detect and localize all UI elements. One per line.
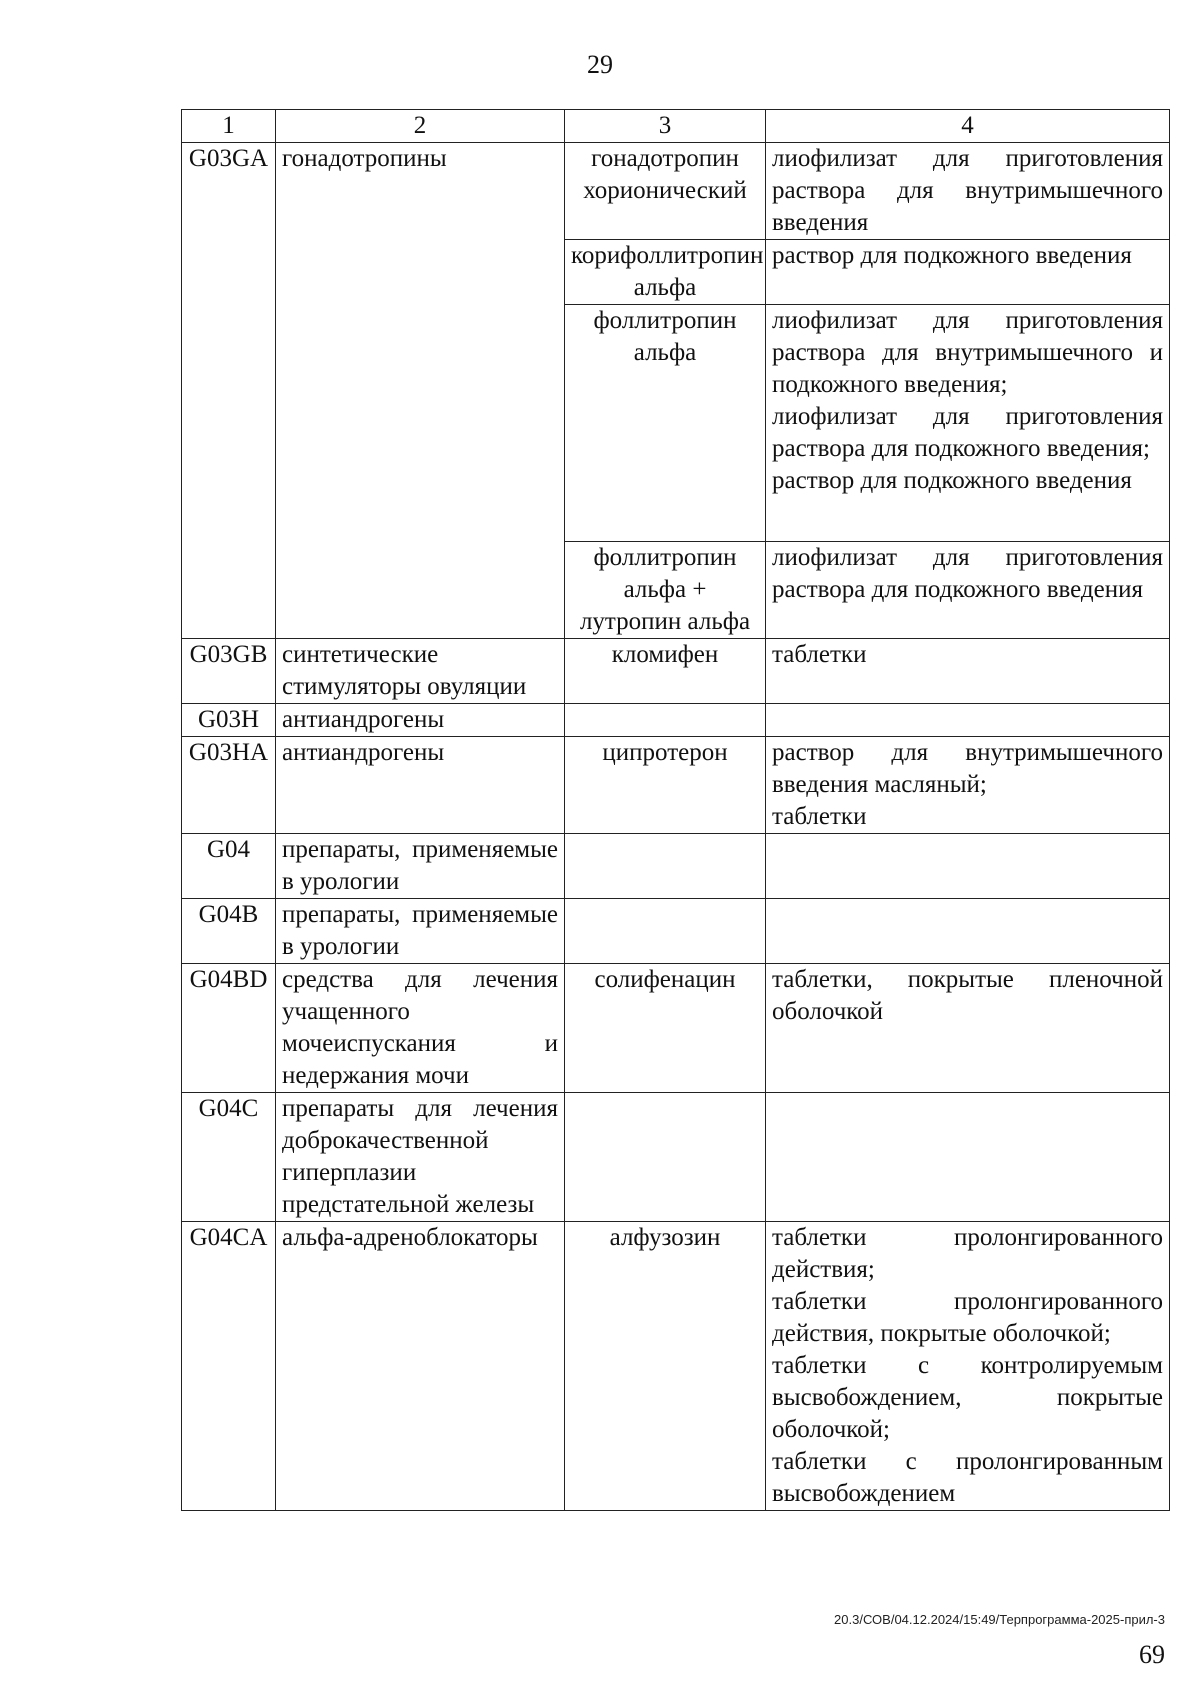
atc-code: G04B: [182, 899, 276, 964]
dosage-form-list: [766, 305, 1170, 542]
dosage-form: таблетки: [772, 803, 867, 830]
drug-inn: кломифен: [565, 639, 766, 704]
empty-cell: [766, 1093, 1170, 1222]
document-footer-id: 20.3/СОВ/04.12.2024/15:49/Терпрограмма-2025-прил-3: [834, 1612, 1165, 1627]
drug-inn: [565, 542, 766, 639]
empty-cell: [565, 899, 766, 964]
atc-code: G03GB: [182, 639, 276, 704]
table-row: [182, 1093, 1170, 1222]
column-header: 3: [565, 110, 766, 143]
inn-line: фоллитропин: [593, 307, 737, 334]
group-name: препараты, применяемые в урологии: [276, 834, 565, 899]
column-header: 2: [276, 110, 565, 143]
group-name: средства для лечения учащенного мочеиспускания и недержания мочи: [276, 964, 565, 1093]
atc-code: G04: [182, 834, 276, 899]
dosage-form: лиофилизат для приготовления раствора для подкожного введения: [766, 542, 1170, 639]
atc-code: G04C: [182, 1093, 276, 1222]
table-row: [182, 737, 1170, 834]
table-header-row: [182, 110, 1170, 143]
dosage-form: таблетки пролонгированного действия, покрытые оболочкой;: [772, 1288, 1163, 1347]
inn-line: альфа +: [623, 576, 707, 603]
atc-code: G04BD: [182, 964, 276, 1093]
table-row: [182, 899, 1170, 964]
empty-cell: [766, 834, 1170, 899]
drug-inn: алфузозин: [565, 1222, 766, 1511]
drug-inn: [565, 240, 766, 305]
dosage-form-list: [766, 737, 1170, 834]
empty-cell: [766, 704, 1170, 737]
dosage-form: таблетки: [766, 639, 1170, 704]
dosage-form: лиофилизат для приготовления раствора для подкожного введения;: [772, 403, 1163, 462]
dosage-form: лиофилизат для приготовления раствора для внутримышечного и подкожного введения;: [772, 307, 1163, 398]
dosage-form: таблетки с пролонгированным высвобождением: [772, 1448, 1163, 1507]
page-number-top: 29: [587, 50, 613, 79]
drug-inn: [565, 143, 766, 240]
dosage-form: раствор для внутримышечного введения масляный;: [772, 739, 1163, 798]
group-name: гонадотропины: [276, 143, 565, 639]
column-header: 1: [182, 110, 276, 143]
table-row: [182, 704, 1170, 737]
dosage-form: таблетки, покрытые пленочной оболочкой: [766, 964, 1170, 1093]
drug-inn: солифенацин: [565, 964, 766, 1093]
drug-inn: ципротерон: [565, 737, 766, 834]
empty-cell: [565, 704, 766, 737]
atc-code: G03GA: [182, 143, 276, 639]
group-name: синтетические стимуляторы овуляции: [276, 639, 565, 704]
inn-line: альфа: [633, 274, 697, 301]
atc-code: G03H: [182, 704, 276, 737]
group-name: препараты для лечения доброкачественной гиперплазии предстательной железы: [276, 1093, 565, 1222]
inn-line: гонадотропин: [591, 145, 739, 172]
drug-table: [181, 109, 1170, 1511]
empty-cell: [565, 834, 766, 899]
dosage-form: таблетки пролонгированного действия;: [772, 1224, 1163, 1283]
atc-code: G04CA: [182, 1222, 276, 1511]
table-row: [182, 1222, 1170, 1511]
empty-cell: [766, 899, 1170, 964]
inn-line: фоллитропин: [593, 544, 737, 571]
column-header: 4: [766, 110, 1170, 143]
inn-line: лутропин альфа: [579, 608, 751, 635]
table-row: [182, 964, 1170, 1093]
drug-inn: [565, 305, 766, 542]
group-name: антиандрогены: [276, 704, 565, 737]
inn-line: хорионический: [583, 177, 747, 204]
inn-line: корифоллитропин: [571, 242, 764, 269]
group-name: антиандрогены: [276, 737, 565, 834]
dosage-form: раствор для подкожного введения: [766, 240, 1170, 305]
empty-cell: [565, 1093, 766, 1222]
dosage-form: раствор для подкожного введения: [772, 467, 1132, 494]
group-name: альфа-адреноблокаторы: [276, 1222, 565, 1511]
dosage-form-list: [766, 1222, 1170, 1511]
inn-line: альфа: [633, 339, 697, 366]
atc-code: G03HA: [182, 737, 276, 834]
group-name: препараты, применяемые в урологии: [276, 899, 565, 964]
table-row: [182, 639, 1170, 704]
dosage-form: таблетки с контролируемым высвобождением, покрытые оболочкой;: [772, 1352, 1163, 1443]
table-row: [182, 143, 1170, 240]
page-number-bottom: 69: [1139, 1640, 1165, 1669]
dosage-form: лиофилизат для приготовления раствора для внутримышечного введения: [766, 143, 1170, 240]
table-row: [182, 834, 1170, 899]
